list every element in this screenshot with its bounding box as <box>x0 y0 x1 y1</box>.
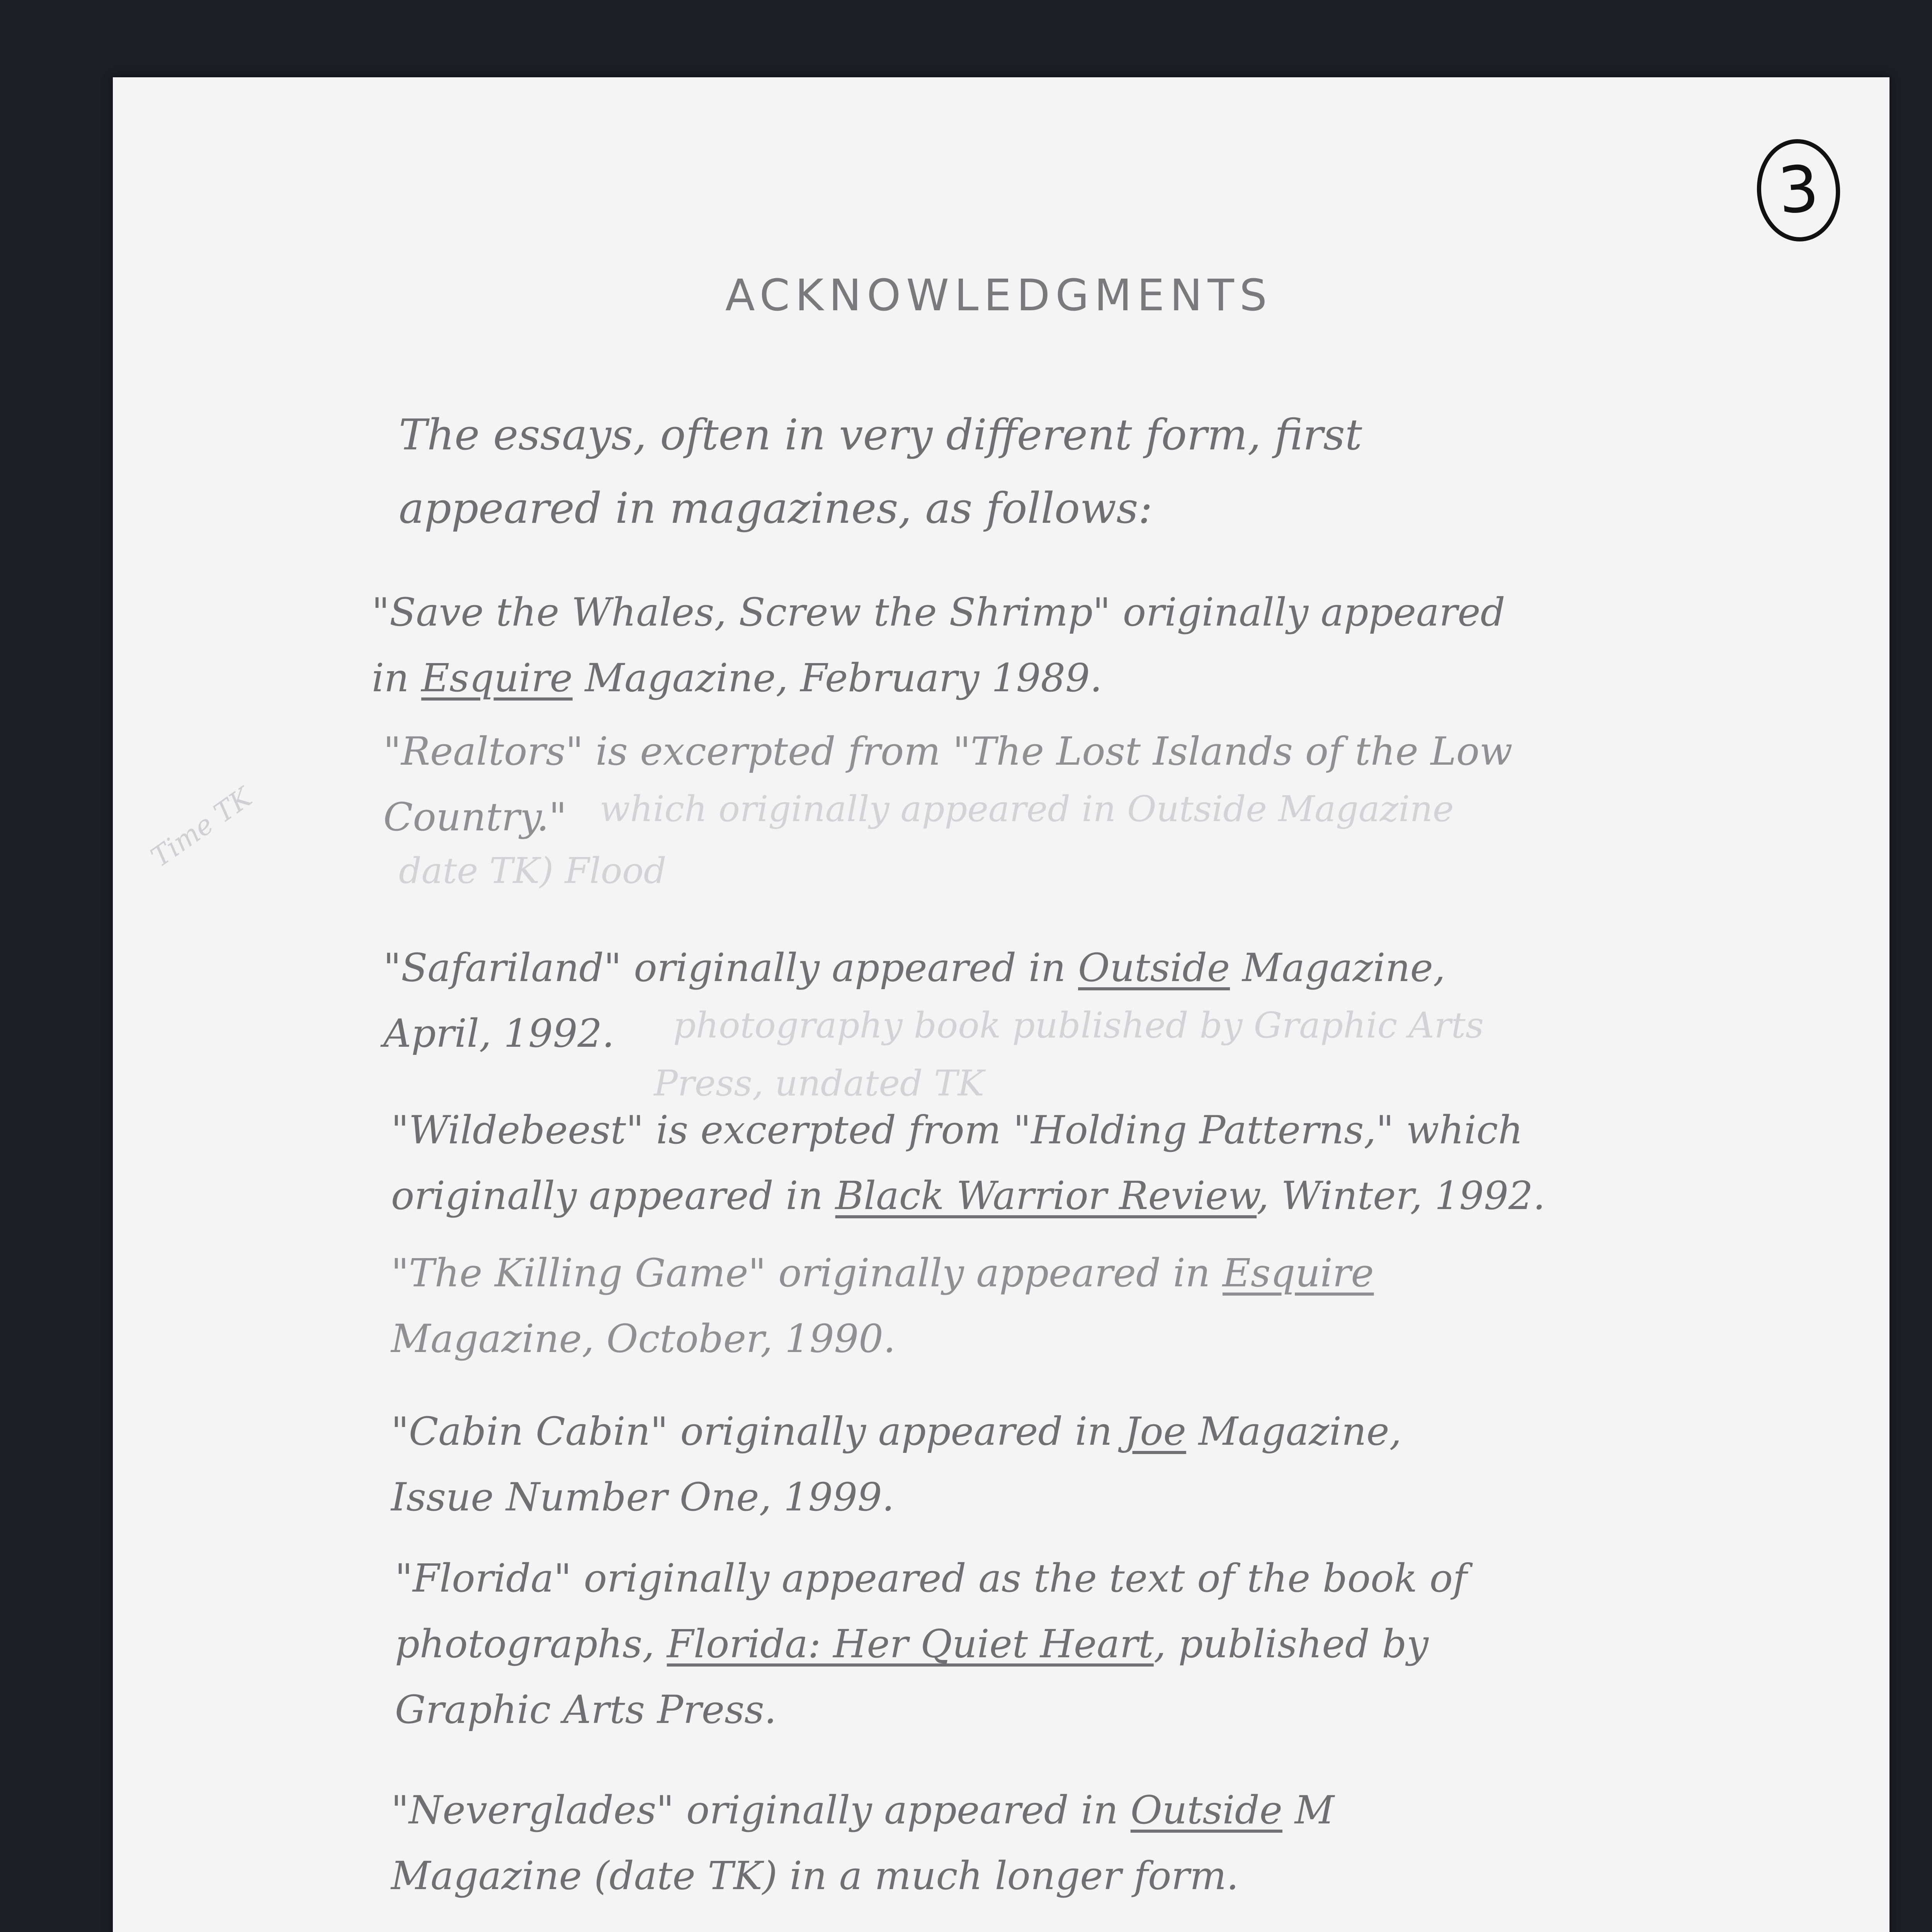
entry-text: Magazine, <box>1186 1409 1402 1454</box>
entry-text: Magazine, February 1989. <box>572 655 1102 701</box>
entry-line: "Wildebeest" is excerpted from "Holding Patterns," which <box>391 1107 1523 1153</box>
entry-text: originally appeared in <box>391 1173 835 1218</box>
margin-note: Time TK <box>145 781 258 874</box>
entry-text: "Neverglades" originally appeared in <box>391 1787 1131 1833</box>
entry-text: M <box>1282 1787 1334 1833</box>
entry-text: "Cabin Cabin" originally appeared in <box>391 1409 1125 1454</box>
publication-title: Esquire <box>1222 1250 1374 1296</box>
entry-save-the-whales <box>372 580 1505 711</box>
page-title: ACKNOWLEDGMENTS <box>725 270 1272 321</box>
entry-line: Magazine (date TK) in a much longer form. <box>391 1853 1239 1898</box>
publication-title: Black Warrior Review <box>835 1173 1257 1218</box>
entry-line <box>391 1163 1545 1229</box>
publication-title: Joe <box>1124 1409 1186 1454</box>
page-number: 3 <box>1753 136 1844 244</box>
entry-text: in <box>372 655 422 701</box>
publication-title: Florida: Her Quiet Heart <box>667 1621 1154 1667</box>
entry-line <box>391 1777 1334 1843</box>
entry-text: "The Killing Game" originally appeared in <box>391 1250 1223 1296</box>
entry-safariland <box>383 935 1446 1066</box>
entry-neverglades <box>391 1777 1334 1909</box>
entry-line: "Realtors" is excerpted from "The Lost Islands of the Low <box>383 729 1513 774</box>
entry-line <box>395 1611 1467 1677</box>
intro-paragraph <box>399 398 1362 545</box>
intro-line-2: appeared in magazines, as follows: <box>399 483 1153 533</box>
entry-line: Issue Number One, 1999. <box>391 1475 895 1520</box>
entry-line: "Florida" originally appeared as the text of the book of <box>395 1556 1467 1601</box>
entry-line <box>372 645 1505 711</box>
entry-text: Magazine, <box>1230 945 1446 990</box>
entry-line: Graphic Arts Press. <box>395 1687 777 1732</box>
manuscript-page <box>113 77 1889 1932</box>
erased-text: which originally appeared in Outside Magazine <box>600 788 1454 830</box>
erased-text: Press, undated TK <box>654 1063 985 1104</box>
publication-title: Outside <box>1130 1787 1282 1833</box>
erased-text: photography book published by Graphic Arts <box>673 1005 1484 1046</box>
publication-title: Esquire <box>421 655 573 701</box>
entry-killing-game <box>391 1240 1374 1372</box>
entry-line: April, 1992. <box>383 1011 614 1056</box>
entry-line <box>391 1399 1401 1464</box>
entry-line <box>391 1240 1374 1306</box>
publication-title: Outside <box>1078 945 1230 990</box>
entry-line: "Save the Whales, Screw the Shrimp" originally appeared <box>372 590 1505 635</box>
intro-line-1: The essays, often in very different form, first <box>399 410 1362 459</box>
entry-florida <box>395 1546 1467 1743</box>
entry-text: , published by <box>1153 1621 1429 1667</box>
erased-text: date TK) Flood <box>399 850 667 891</box>
entry-line: Magazine, October, 1990. <box>391 1316 896 1361</box>
entry-line <box>383 935 1446 1001</box>
entry-text: photographs, <box>395 1621 667 1667</box>
entry-cabin-cabin <box>391 1399 1401 1530</box>
entry-line: Country." <box>383 794 567 840</box>
entry-wildebeest <box>391 1097 1545 1229</box>
entry-realtors <box>383 719 1513 850</box>
entry-text: "Safariland" originally appeared in <box>383 945 1078 990</box>
entry-text: , Winter, 1992. <box>1257 1173 1546 1218</box>
